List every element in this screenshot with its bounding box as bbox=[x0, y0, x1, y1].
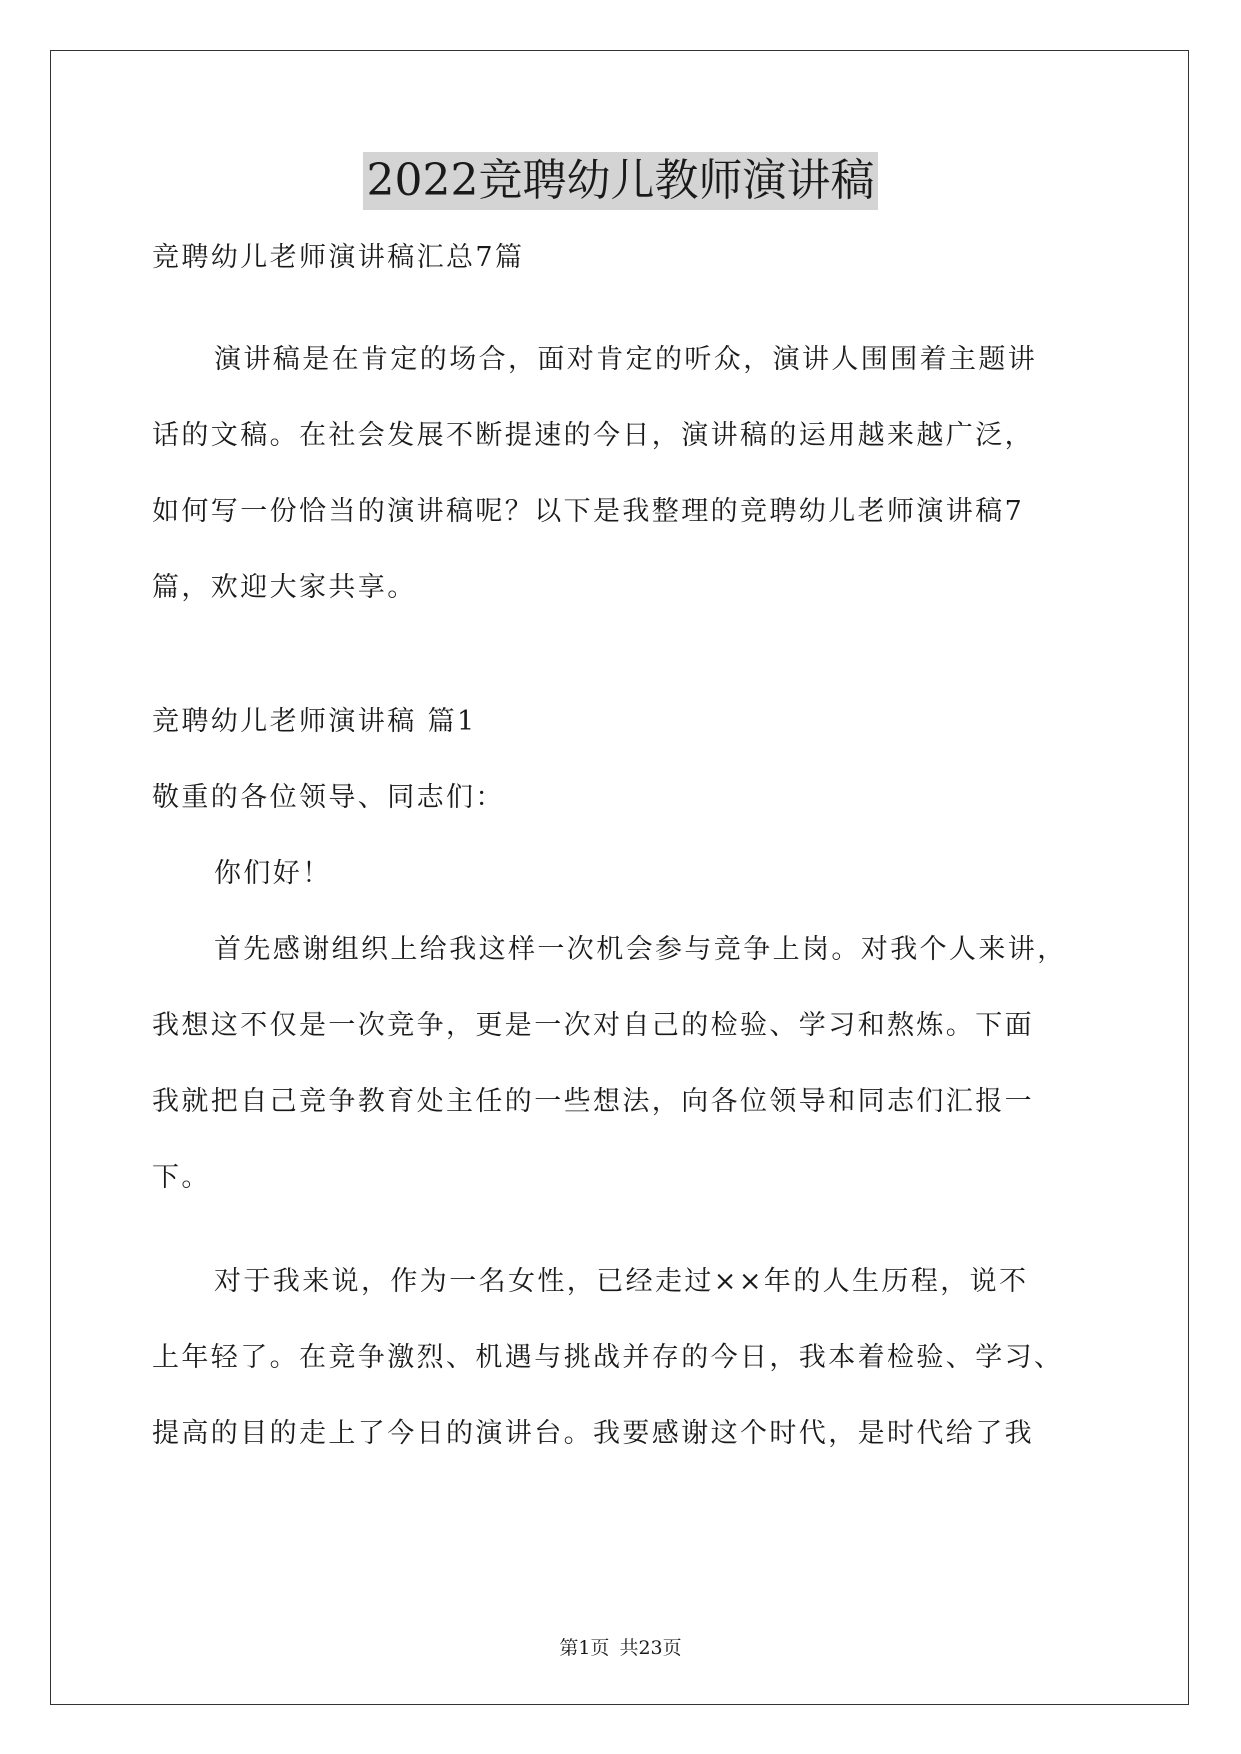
intro-line-4: 篇，欢迎大家共享。 bbox=[152, 572, 417, 603]
paragraph2-line-2: 上年轻了。在竞争激烈、机遇与挑战并存的今日，我本着检验、学习、 bbox=[152, 1342, 1064, 1373]
title-container bbox=[0, 152, 1241, 210]
document-subtitle: 竞聘幼儿老师演讲稿汇总7篇 bbox=[152, 242, 525, 273]
intro-line-3: 如何写一份恰当的演讲稿呢？以下是我整理的竞聘幼儿老师演讲稿7 bbox=[152, 496, 1025, 527]
greeting: 你们好！ bbox=[214, 858, 332, 889]
page-number: 第1页 bbox=[559, 1637, 610, 1659]
paragraph2-line-1: 对于我来说，作为一名女性，已经走过××年的人生历程，说不 bbox=[214, 1266, 1029, 1297]
salutation: 敬重的各位领导、同志们： bbox=[152, 782, 505, 813]
paragraph1-line-1: 首先感谢组织上给我这样一次机会参与竞争上岗。对我个人来讲， bbox=[214, 934, 1067, 965]
intro-line-2: 话的文稿。在社会发展不断提速的今日，演讲稿的运用越来越广泛， bbox=[152, 420, 1034, 451]
page-footer bbox=[0, 1636, 1241, 1660]
page-total: 共23页 bbox=[619, 1637, 682, 1659]
paragraph1-line-2: 我想这不仅是一次竞争，更是一次对自己的检验、学习和熬炼。下面 bbox=[152, 1010, 1034, 1041]
paragraph2-line-3: 提高的目的走上了今日的演讲台。我要感谢这个时代，是时代给了我 bbox=[152, 1418, 1034, 1449]
document-title: 2022竞聘幼儿教师演讲稿 bbox=[363, 152, 879, 210]
intro-line-1: 演讲稿是在肯定的场合，面对肯定的听众，演讲人围围着主题讲 bbox=[214, 344, 1038, 375]
paragraph1-line-4: 下。 bbox=[152, 1162, 211, 1193]
section-heading: 竞聘幼儿老师演讲稿 篇1 bbox=[152, 706, 477, 737]
paragraph1-line-3: 我就把自己竞争教育处主任的一些想法，向各位领导和同志们汇报一 bbox=[152, 1086, 1034, 1117]
